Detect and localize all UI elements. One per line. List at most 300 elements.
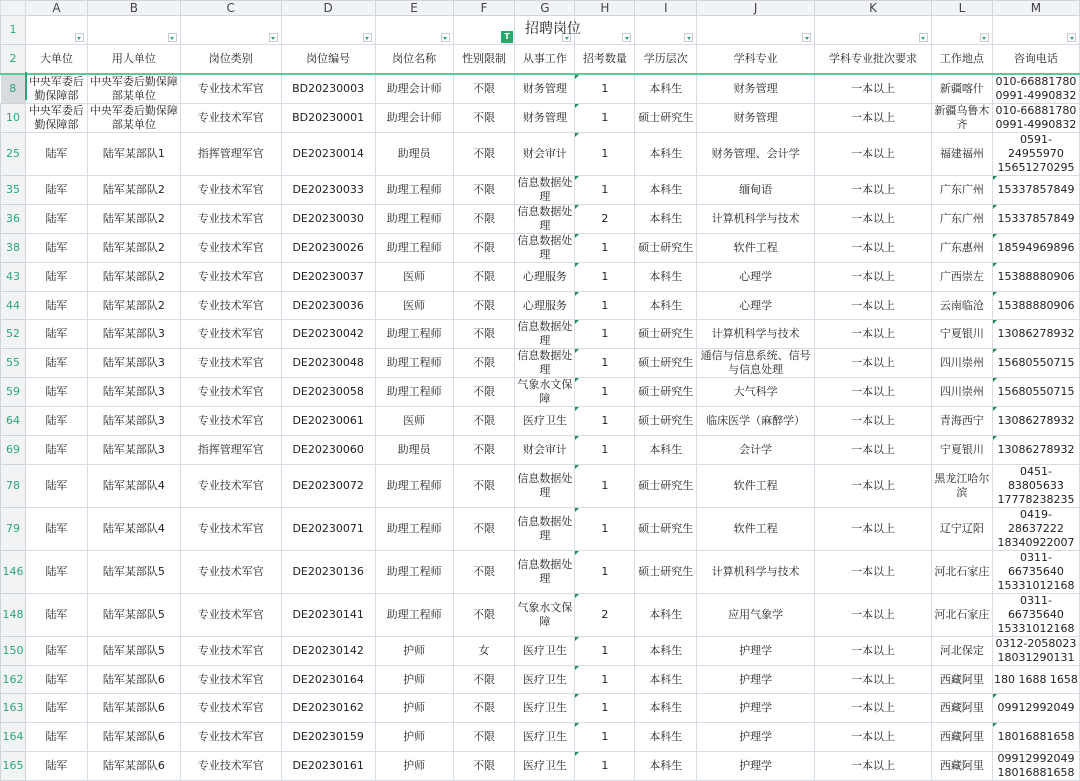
cell-a[interactable]: 陆军 [25, 407, 87, 436]
cell-l[interactable]: 四川崇州 [931, 378, 992, 407]
row-number[interactable]: 36 [1, 205, 26, 234]
cell-l[interactable]: 青海西宁 [931, 407, 992, 436]
cell-m[interactable]: 15680550715 [992, 349, 1079, 378]
cell-j[interactable]: 护理学 [697, 751, 815, 780]
cell-b[interactable]: 陆军某部队6 [87, 723, 180, 752]
cell-l[interactable]: 四川崇州 [931, 349, 992, 378]
filter-dropdown-icon[interactable] [1067, 33, 1076, 42]
row-number[interactable]: 146 [1, 550, 26, 593]
cell-b[interactable]: 陆军某部队2 [87, 234, 180, 263]
cell-m[interactable]: 15337857849 [992, 205, 1079, 234]
cell-h[interactable]: 1 [575, 74, 635, 104]
cell-a[interactable]: 中央军委后勤保障部 [25, 104, 87, 133]
cell-f[interactable]: 女 [453, 636, 515, 665]
cell-a[interactable]: 陆军 [25, 133, 87, 176]
filter-dropdown-icon[interactable] [622, 33, 631, 42]
cell-d[interactable]: DE20230030 [281, 205, 375, 234]
cell-e[interactable]: 护师 [375, 636, 453, 665]
cell-j[interactable]: 财务管理、会计学 [697, 133, 815, 176]
column-title[interactable]: 岗位编号 [281, 45, 375, 75]
column-header-f[interactable]: F [453, 1, 515, 16]
cell-g[interactable]: 心理服务 [515, 291, 575, 320]
select-all-corner[interactable] [1, 1, 26, 16]
cell-b[interactable]: 陆军某部队3 [87, 436, 180, 465]
cell-l[interactable]: 河北石家庄 [931, 550, 992, 593]
cell-c[interactable]: 专业技术军官 [180, 263, 281, 292]
cell-h[interactable]: 1 [575, 436, 635, 465]
cell-i[interactable]: 硕士研究生 [635, 550, 697, 593]
cell-e[interactable]: 护师 [375, 723, 453, 752]
cell-g[interactable]: 财务管理 [515, 104, 575, 133]
cell-f[interactable]: 不限 [453, 320, 515, 349]
cell-k[interactable]: 一本以上 [815, 723, 932, 752]
cell-k[interactable]: 一本以上 [815, 74, 932, 104]
cell-h[interactable]: 1 [575, 723, 635, 752]
cell-g[interactable]: 医疗卫生 [515, 694, 575, 723]
cell-f[interactable]: 不限 [453, 291, 515, 320]
cell-h[interactable]: 1 [575, 550, 635, 593]
cell-k[interactable]: 一本以上 [815, 263, 932, 292]
cell-d[interactable]: DE20230162 [281, 694, 375, 723]
column-header-d[interactable]: D [281, 1, 375, 16]
cell-l[interactable]: 辽宁辽阳 [931, 507, 992, 550]
cell-a[interactable]: 陆军 [25, 205, 87, 234]
cell-c[interactable]: 指挥管理军官 [180, 436, 281, 465]
cell-f[interactable]: 不限 [453, 104, 515, 133]
row-number[interactable]: 78 [1, 464, 26, 507]
cell-j[interactable]: 软件工程 [697, 234, 815, 263]
cell-a[interactable]: 陆军 [25, 751, 87, 780]
cell-b[interactable]: 陆军某部队5 [87, 636, 180, 665]
cell-l[interactable]: 西藏阿里 [931, 723, 992, 752]
column-header-j[interactable]: J [697, 1, 815, 16]
row-number[interactable]: 163 [1, 694, 26, 723]
cell-g[interactable]: 信息数据处理 [515, 176, 575, 205]
cell-l[interactable]: 西藏阿里 [931, 665, 992, 694]
column-header-k[interactable]: K [815, 1, 932, 16]
cell-k[interactable]: 一本以上 [815, 507, 932, 550]
cell-g[interactable]: 医疗卫生 [515, 751, 575, 780]
cell-m[interactable]: 0451-83805633 17778238235 [992, 464, 1079, 507]
cell-a[interactable]: 陆军 [25, 694, 87, 723]
cell-b[interactable]: 陆军某部队6 [87, 751, 180, 780]
cell-a[interactable]: 陆军 [25, 636, 87, 665]
row-number[interactable]: 8 [1, 74, 26, 104]
cell-d[interactable]: DE20230014 [281, 133, 375, 176]
cell-b[interactable]: 中央军委后勤保障部某单位 [87, 104, 180, 133]
cell-k[interactable]: 一本以上 [815, 751, 932, 780]
cell-g[interactable]: 信息数据处理 [515, 205, 575, 234]
row-number[interactable]: 150 [1, 636, 26, 665]
cell-k[interactable]: 一本以上 [815, 694, 932, 723]
cell-i[interactable]: 硕士研究生 [635, 407, 697, 436]
cell-a[interactable]: 陆军 [25, 263, 87, 292]
column-header-b[interactable]: B [87, 1, 180, 16]
cell-c[interactable]: 专业技术军官 [180, 593, 281, 636]
cell-m[interactable]: 010-66881780 0991-4990832 [992, 104, 1079, 133]
cell-h[interactable]: 1 [575, 665, 635, 694]
row-number[interactable]: 2 [1, 45, 26, 75]
cell-j[interactable]: 缅甸语 [697, 176, 815, 205]
cell-f[interactable]: 不限 [453, 751, 515, 780]
cell-f[interactable]: 不限 [453, 723, 515, 752]
cell-j[interactable]: 软件工程 [697, 464, 815, 507]
cell-d[interactable]: DE20230159 [281, 723, 375, 752]
cell-l[interactable]: 广东广州 [931, 176, 992, 205]
filter-dropdown-icon[interactable] [980, 33, 989, 42]
cell-j[interactable]: 计算机科学与技术 [697, 205, 815, 234]
cell-m[interactable]: 0312-2058023 18031290131 [992, 636, 1079, 665]
row-number[interactable]: 162 [1, 665, 26, 694]
cell-g[interactable]: 信息数据处理 [515, 320, 575, 349]
cell-a[interactable]: 陆军 [25, 464, 87, 507]
filter-dropdown-icon[interactable] [269, 33, 278, 42]
filter-dropdown-icon[interactable] [919, 33, 928, 42]
cell-c[interactable]: 专业技术军官 [180, 407, 281, 436]
cell-e[interactable]: 护师 [375, 751, 453, 780]
cell-f[interactable]: 不限 [453, 133, 515, 176]
cell-e[interactable]: 医师 [375, 291, 453, 320]
cell-h[interactable]: 2 [575, 593, 635, 636]
cell-a[interactable]: 陆军 [25, 320, 87, 349]
cell-i[interactable]: 本科生 [635, 694, 697, 723]
cell-l[interactable]: 黑龙江哈尔滨 [931, 464, 992, 507]
cell-l[interactable]: 云南临沧 [931, 291, 992, 320]
cell-j[interactable]: 护理学 [697, 636, 815, 665]
cell-a[interactable]: 陆军 [25, 176, 87, 205]
row-number[interactable]: 165 [1, 751, 26, 780]
column-header-c[interactable]: C [180, 1, 281, 16]
column-title[interactable]: 从事工作 [515, 45, 575, 75]
column-title[interactable]: 岗位类别 [180, 45, 281, 75]
cell-h[interactable]: 1 [575, 636, 635, 665]
cell-f[interactable]: 不限 [453, 378, 515, 407]
row-number[interactable]: 59 [1, 378, 26, 407]
cell-c[interactable]: 专业技术军官 [180, 665, 281, 694]
cell-f[interactable]: 不限 [453, 234, 515, 263]
cell-a[interactable]: 陆军 [25, 550, 87, 593]
column-title[interactable]: 招考数量 [575, 45, 635, 75]
cell-m[interactable]: 15388880906 [992, 291, 1079, 320]
cell-h[interactable]: 1 [575, 291, 635, 320]
cell-e[interactable]: 助理工程师 [375, 550, 453, 593]
cell-k[interactable]: 一本以上 [815, 436, 932, 465]
cell-m[interactable]: 09912992049 18016881658 [992, 751, 1079, 780]
cell-k[interactable]: 一本以上 [815, 320, 932, 349]
cell-c[interactable]: 专业技术军官 [180, 378, 281, 407]
cell-e[interactable]: 助理工程师 [375, 205, 453, 234]
cell-l[interactable]: 西藏阿里 [931, 694, 992, 723]
cell-i[interactable]: 本科生 [635, 436, 697, 465]
title-cell-d[interactable] [281, 16, 375, 45]
title-cell-i[interactable] [635, 16, 697, 45]
cell-g[interactable]: 医疗卫生 [515, 665, 575, 694]
cell-d[interactable]: BD20230001 [281, 104, 375, 133]
cell-g[interactable]: 信息数据处理 [515, 507, 575, 550]
cell-h[interactable]: 1 [575, 751, 635, 780]
cell-f[interactable]: 不限 [453, 464, 515, 507]
cell-i[interactable]: 本科生 [635, 133, 697, 176]
cell-i[interactable]: 硕士研究生 [635, 234, 697, 263]
cell-a[interactable]: 陆军 [25, 723, 87, 752]
cell-d[interactable]: DE20230036 [281, 291, 375, 320]
row-number[interactable]: 148 [1, 593, 26, 636]
cell-b[interactable]: 陆军某部队3 [87, 378, 180, 407]
row-number[interactable]: 1 [1, 16, 26, 45]
cell-f[interactable]: 不限 [453, 349, 515, 378]
text-format-icon[interactable]: T [501, 31, 513, 43]
cell-l[interactable]: 新疆喀什 [931, 74, 992, 104]
cell-a[interactable]: 陆军 [25, 507, 87, 550]
column-title[interactable]: 学科专业 [697, 45, 815, 75]
cell-f[interactable]: 不限 [453, 176, 515, 205]
cell-m[interactable]: 15388880906 [992, 263, 1079, 292]
title-cell-b[interactable] [87, 16, 180, 45]
cell-f[interactable]: 不限 [453, 74, 515, 104]
cell-m[interactable]: 0311-66735640 15331012168 [992, 593, 1079, 636]
cell-h[interactable]: 1 [575, 464, 635, 507]
cell-l[interactable]: 河北石家庄 [931, 593, 992, 636]
cell-b[interactable]: 陆军某部队3 [87, 320, 180, 349]
cell-k[interactable]: 一本以上 [815, 133, 932, 176]
cell-k[interactable]: 一本以上 [815, 407, 932, 436]
cell-k[interactable]: 一本以上 [815, 464, 932, 507]
cell-k[interactable]: 一本以上 [815, 550, 932, 593]
cell-h[interactable]: 1 [575, 507, 635, 550]
cell-m[interactable]: 0311-66735640 15331012168 [992, 550, 1079, 593]
row-number[interactable]: 10 [1, 104, 26, 133]
cell-k[interactable]: 一本以上 [815, 205, 932, 234]
cell-d[interactable]: DE20230161 [281, 751, 375, 780]
column-title[interactable]: 学历层次 [635, 45, 697, 75]
cell-e[interactable]: 助理工程师 [375, 234, 453, 263]
cell-c[interactable]: 专业技术军官 [180, 104, 281, 133]
cell-e[interactable]: 医师 [375, 263, 453, 292]
row-number[interactable]: 43 [1, 263, 26, 292]
cell-b[interactable]: 中央军委后勤保障部某单位 [87, 74, 180, 104]
cell-a[interactable]: 陆军 [25, 291, 87, 320]
cell-d[interactable]: DE20230037 [281, 263, 375, 292]
cell-j[interactable]: 软件工程 [697, 507, 815, 550]
cell-h[interactable]: 2 [575, 205, 635, 234]
cell-k[interactable]: 一本以上 [815, 234, 932, 263]
row-number[interactable]: 55 [1, 349, 26, 378]
filter-dropdown-icon[interactable] [168, 33, 177, 42]
cell-c[interactable]: 专业技术军官 [180, 176, 281, 205]
cell-g[interactable]: 气象水文保障 [515, 378, 575, 407]
cell-g[interactable]: 财务管理 [515, 74, 575, 104]
row-number[interactable]: 44 [1, 291, 26, 320]
cell-h[interactable]: 1 [575, 133, 635, 176]
row-number[interactable]: 38 [1, 234, 26, 263]
cell-b[interactable]: 陆军某部队3 [87, 407, 180, 436]
cell-c[interactable]: 专业技术军官 [180, 349, 281, 378]
cell-b[interactable]: 陆军某部队5 [87, 550, 180, 593]
cell-b[interactable]: 陆军某部队4 [87, 464, 180, 507]
column-header-a[interactable]: A [25, 1, 87, 16]
cell-e[interactable]: 助理员 [375, 133, 453, 176]
title-cell-h[interactable] [575, 16, 635, 45]
cell-c[interactable]: 专业技术军官 [180, 507, 281, 550]
cell-d[interactable]: DE20230141 [281, 593, 375, 636]
column-header-h[interactable]: H [575, 1, 635, 16]
cell-e[interactable]: 助理工程师 [375, 593, 453, 636]
cell-i[interactable]: 硕士研究生 [635, 464, 697, 507]
column-title[interactable]: 性别限制 [453, 45, 515, 75]
cell-d[interactable]: DE20230136 [281, 550, 375, 593]
cell-b[interactable]: 陆军某部队2 [87, 263, 180, 292]
cell-f[interactable]: 不限 [453, 263, 515, 292]
cell-l[interactable]: 广东广州 [931, 205, 992, 234]
cell-e[interactable]: 护师 [375, 694, 453, 723]
cell-i[interactable]: 本科生 [635, 176, 697, 205]
cell-k[interactable]: 一本以上 [815, 593, 932, 636]
cell-c[interactable]: 专业技术军官 [180, 751, 281, 780]
cell-k[interactable]: 一本以上 [815, 104, 932, 133]
cell-f[interactable]: 不限 [453, 665, 515, 694]
cell-g[interactable]: 财会审计 [515, 436, 575, 465]
cell-i[interactable]: 本科生 [635, 665, 697, 694]
cell-c[interactable]: 专业技术军官 [180, 74, 281, 104]
cell-g[interactable]: 信息数据处理 [515, 550, 575, 593]
cell-j[interactable]: 应用气象学 [697, 593, 815, 636]
column-title[interactable]: 用人单位 [87, 45, 180, 75]
cell-e[interactable]: 护师 [375, 665, 453, 694]
cell-h[interactable]: 1 [575, 320, 635, 349]
cell-a[interactable]: 陆军 [25, 234, 87, 263]
cell-d[interactable]: DE20230142 [281, 636, 375, 665]
cell-m[interactable]: 15680550715 [992, 378, 1079, 407]
cell-g[interactable]: 医疗卫生 [515, 723, 575, 752]
cell-e[interactable]: 助理工程师 [375, 378, 453, 407]
cell-l[interactable]: 新疆乌鲁木齐 [931, 104, 992, 133]
cell-h[interactable]: 1 [575, 378, 635, 407]
row-number[interactable]: 164 [1, 723, 26, 752]
column-title[interactable]: 工作地点 [931, 45, 992, 75]
cell-m[interactable]: 13086278932 [992, 436, 1079, 465]
cell-j[interactable]: 计算机科学与技术 [697, 320, 815, 349]
cell-j[interactable]: 会计学 [697, 436, 815, 465]
cell-j[interactable]: 财务管理 [697, 74, 815, 104]
cell-i[interactable]: 硕士研究生 [635, 104, 697, 133]
cell-d[interactable]: DE20230048 [281, 349, 375, 378]
cell-j[interactable]: 计算机科学与技术 [697, 550, 815, 593]
cell-b[interactable]: 陆军某部队6 [87, 694, 180, 723]
cell-h[interactable]: 1 [575, 407, 635, 436]
cell-b[interactable]: 陆军某部队2 [87, 291, 180, 320]
row-number[interactable]: 64 [1, 407, 26, 436]
cell-j[interactable]: 临床医学（麻醉学） [697, 407, 815, 436]
cell-d[interactable]: DE20230072 [281, 464, 375, 507]
cell-h[interactable]: 1 [575, 234, 635, 263]
title-cell-k[interactable] [815, 16, 932, 45]
cell-c[interactable]: 专业技术军官 [180, 550, 281, 593]
row-number[interactable]: 35 [1, 176, 26, 205]
cell-f[interactable]: 不限 [453, 694, 515, 723]
column-title[interactable]: 岗位名称 [375, 45, 453, 75]
cell-j[interactable]: 通信与信息系统、信号与信息处理 [697, 349, 815, 378]
title-cell-c[interactable] [180, 16, 281, 45]
filter-dropdown-icon[interactable] [802, 33, 811, 42]
cell-e[interactable]: 助理工程师 [375, 464, 453, 507]
cell-h[interactable]: 1 [575, 694, 635, 723]
cell-j[interactable]: 护理学 [697, 665, 815, 694]
cell-c[interactable]: 专业技术军官 [180, 636, 281, 665]
cell-m[interactable]: 18016881658 [992, 723, 1079, 752]
cell-f[interactable]: 不限 [453, 205, 515, 234]
cell-g[interactable]: 信息数据处理 [515, 349, 575, 378]
cell-e[interactable]: 助理会计师 [375, 74, 453, 104]
cell-g[interactable]: 心理服务 [515, 263, 575, 292]
cell-m[interactable]: 0591-24955970 15651270295 [992, 133, 1079, 176]
cell-e[interactable]: 助理工程师 [375, 320, 453, 349]
cell-i[interactable]: 本科生 [635, 291, 697, 320]
row-number[interactable]: 79 [1, 507, 26, 550]
cell-l[interactable]: 广东惠州 [931, 234, 992, 263]
column-header-e[interactable]: E [375, 1, 453, 16]
cell-k[interactable]: 一本以上 [815, 636, 932, 665]
cell-g[interactable]: 信息数据处理 [515, 464, 575, 507]
cell-m[interactable]: 010-66881780 0991-4990832 [992, 74, 1079, 104]
filter-dropdown-icon[interactable] [75, 33, 84, 42]
cell-a[interactable]: 中央军委后勤保障部 [25, 74, 87, 104]
cell-i[interactable]: 本科生 [635, 636, 697, 665]
title-cell-e[interactable] [375, 16, 453, 45]
cell-d[interactable]: DE20230058 [281, 378, 375, 407]
cell-k[interactable]: 一本以上 [815, 349, 932, 378]
cell-f[interactable]: 不限 [453, 436, 515, 465]
cell-k[interactable]: 一本以上 [815, 378, 932, 407]
cell-g[interactable]: 医疗卫生 [515, 407, 575, 436]
cell-j[interactable]: 财务管理 [697, 104, 815, 133]
cell-d[interactable]: DE20230071 [281, 507, 375, 550]
cell-i[interactable]: 本科生 [635, 263, 697, 292]
cell-c[interactable]: 专业技术军官 [180, 723, 281, 752]
title-cell-l[interactable] [931, 16, 992, 45]
cell-m[interactable]: 15337857849 [992, 176, 1079, 205]
cell-c[interactable]: 专业技术军官 [180, 464, 281, 507]
cell-f[interactable]: 不限 [453, 507, 515, 550]
cell-m[interactable]: 13086278932 [992, 320, 1079, 349]
cell-i[interactable]: 本科生 [635, 751, 697, 780]
cell-d[interactable]: DE20230026 [281, 234, 375, 263]
cell-l[interactable]: 宁夏银川 [931, 436, 992, 465]
cell-i[interactable]: 硕士研究生 [635, 507, 697, 550]
cell-b[interactable]: 陆军某部队2 [87, 205, 180, 234]
cell-i[interactable]: 硕士研究生 [635, 320, 697, 349]
cell-l[interactable]: 河北保定 [931, 636, 992, 665]
cell-h[interactable]: 1 [575, 349, 635, 378]
cell-b[interactable]: 陆军某部队3 [87, 349, 180, 378]
cell-k[interactable]: 一本以上 [815, 291, 932, 320]
cell-h[interactable]: 1 [575, 263, 635, 292]
cell-b[interactable]: 陆军某部队1 [87, 133, 180, 176]
cell-l[interactable]: 宁夏银川 [931, 320, 992, 349]
cell-c[interactable]: 专业技术军官 [180, 291, 281, 320]
cell-k[interactable]: 一本以上 [815, 176, 932, 205]
column-header-m[interactable]: M [992, 1, 1079, 16]
cell-d[interactable]: DE20230061 [281, 407, 375, 436]
cell-d[interactable]: DE20230164 [281, 665, 375, 694]
column-title[interactable]: 大单位 [25, 45, 87, 75]
filter-dropdown-icon[interactable] [363, 33, 372, 42]
cell-m[interactable]: 180 1688 1658 [992, 665, 1079, 694]
title-cell-j[interactable] [697, 16, 815, 45]
cell-i[interactable]: 本科生 [635, 723, 697, 752]
cell-a[interactable]: 陆军 [25, 665, 87, 694]
cell-m[interactable]: 18594969896 [992, 234, 1079, 263]
filter-dropdown-icon[interactable] [441, 33, 450, 42]
